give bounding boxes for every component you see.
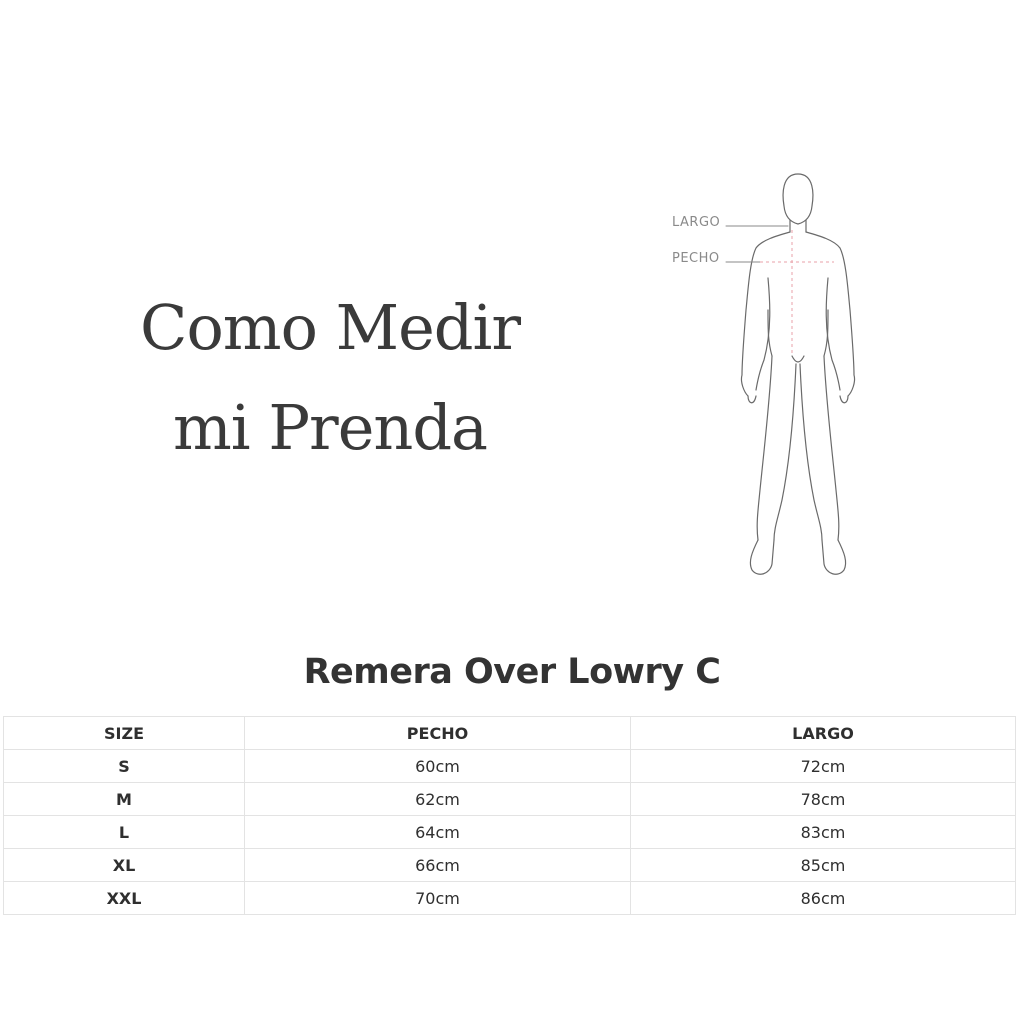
- table-row: [4, 816, 1016, 849]
- pecho-cell: 66cm: [245, 849, 631, 882]
- largo-label: LARGO: [672, 215, 721, 230]
- column-header-size: SIZE: [4, 717, 245, 750]
- pecho-label: PECHO: [672, 251, 720, 266]
- size-cell: L: [4, 816, 245, 849]
- page-title-line-2: mi Prenda: [173, 391, 487, 464]
- largo-cell: 86cm: [631, 882, 1016, 915]
- size-cell: XL: [4, 849, 245, 882]
- column-header-pecho: PECHO: [245, 717, 631, 750]
- column-header-largo: LARGO: [631, 717, 1016, 750]
- size-cell: S: [4, 750, 245, 783]
- page-title: [110, 278, 550, 478]
- table-row: [4, 750, 1016, 783]
- page-title-line-1: Como Medir: [140, 291, 520, 364]
- pecho-cell: 60cm: [245, 750, 631, 783]
- product-title: Remera Over Lowry C: [303, 652, 721, 692]
- size-cell: XXL: [4, 882, 245, 915]
- human-figure-icon: [664, 160, 874, 590]
- table-header-row: [4, 717, 1016, 750]
- pecho-cell: 64cm: [245, 816, 631, 849]
- largo-cell: 85cm: [631, 849, 1016, 882]
- largo-cell: 78cm: [631, 783, 1016, 816]
- table-row: [4, 882, 1016, 915]
- size-chart-table: [3, 716, 1016, 915]
- pecho-cell: 70cm: [245, 882, 631, 915]
- body-measurement-illustration: [664, 160, 874, 590]
- size-cell: M: [4, 783, 245, 816]
- largo-cell: 83cm: [631, 816, 1016, 849]
- largo-cell: 72cm: [631, 750, 1016, 783]
- table-row: [4, 849, 1016, 882]
- table-row: [4, 783, 1016, 816]
- pecho-cell: 62cm: [245, 783, 631, 816]
